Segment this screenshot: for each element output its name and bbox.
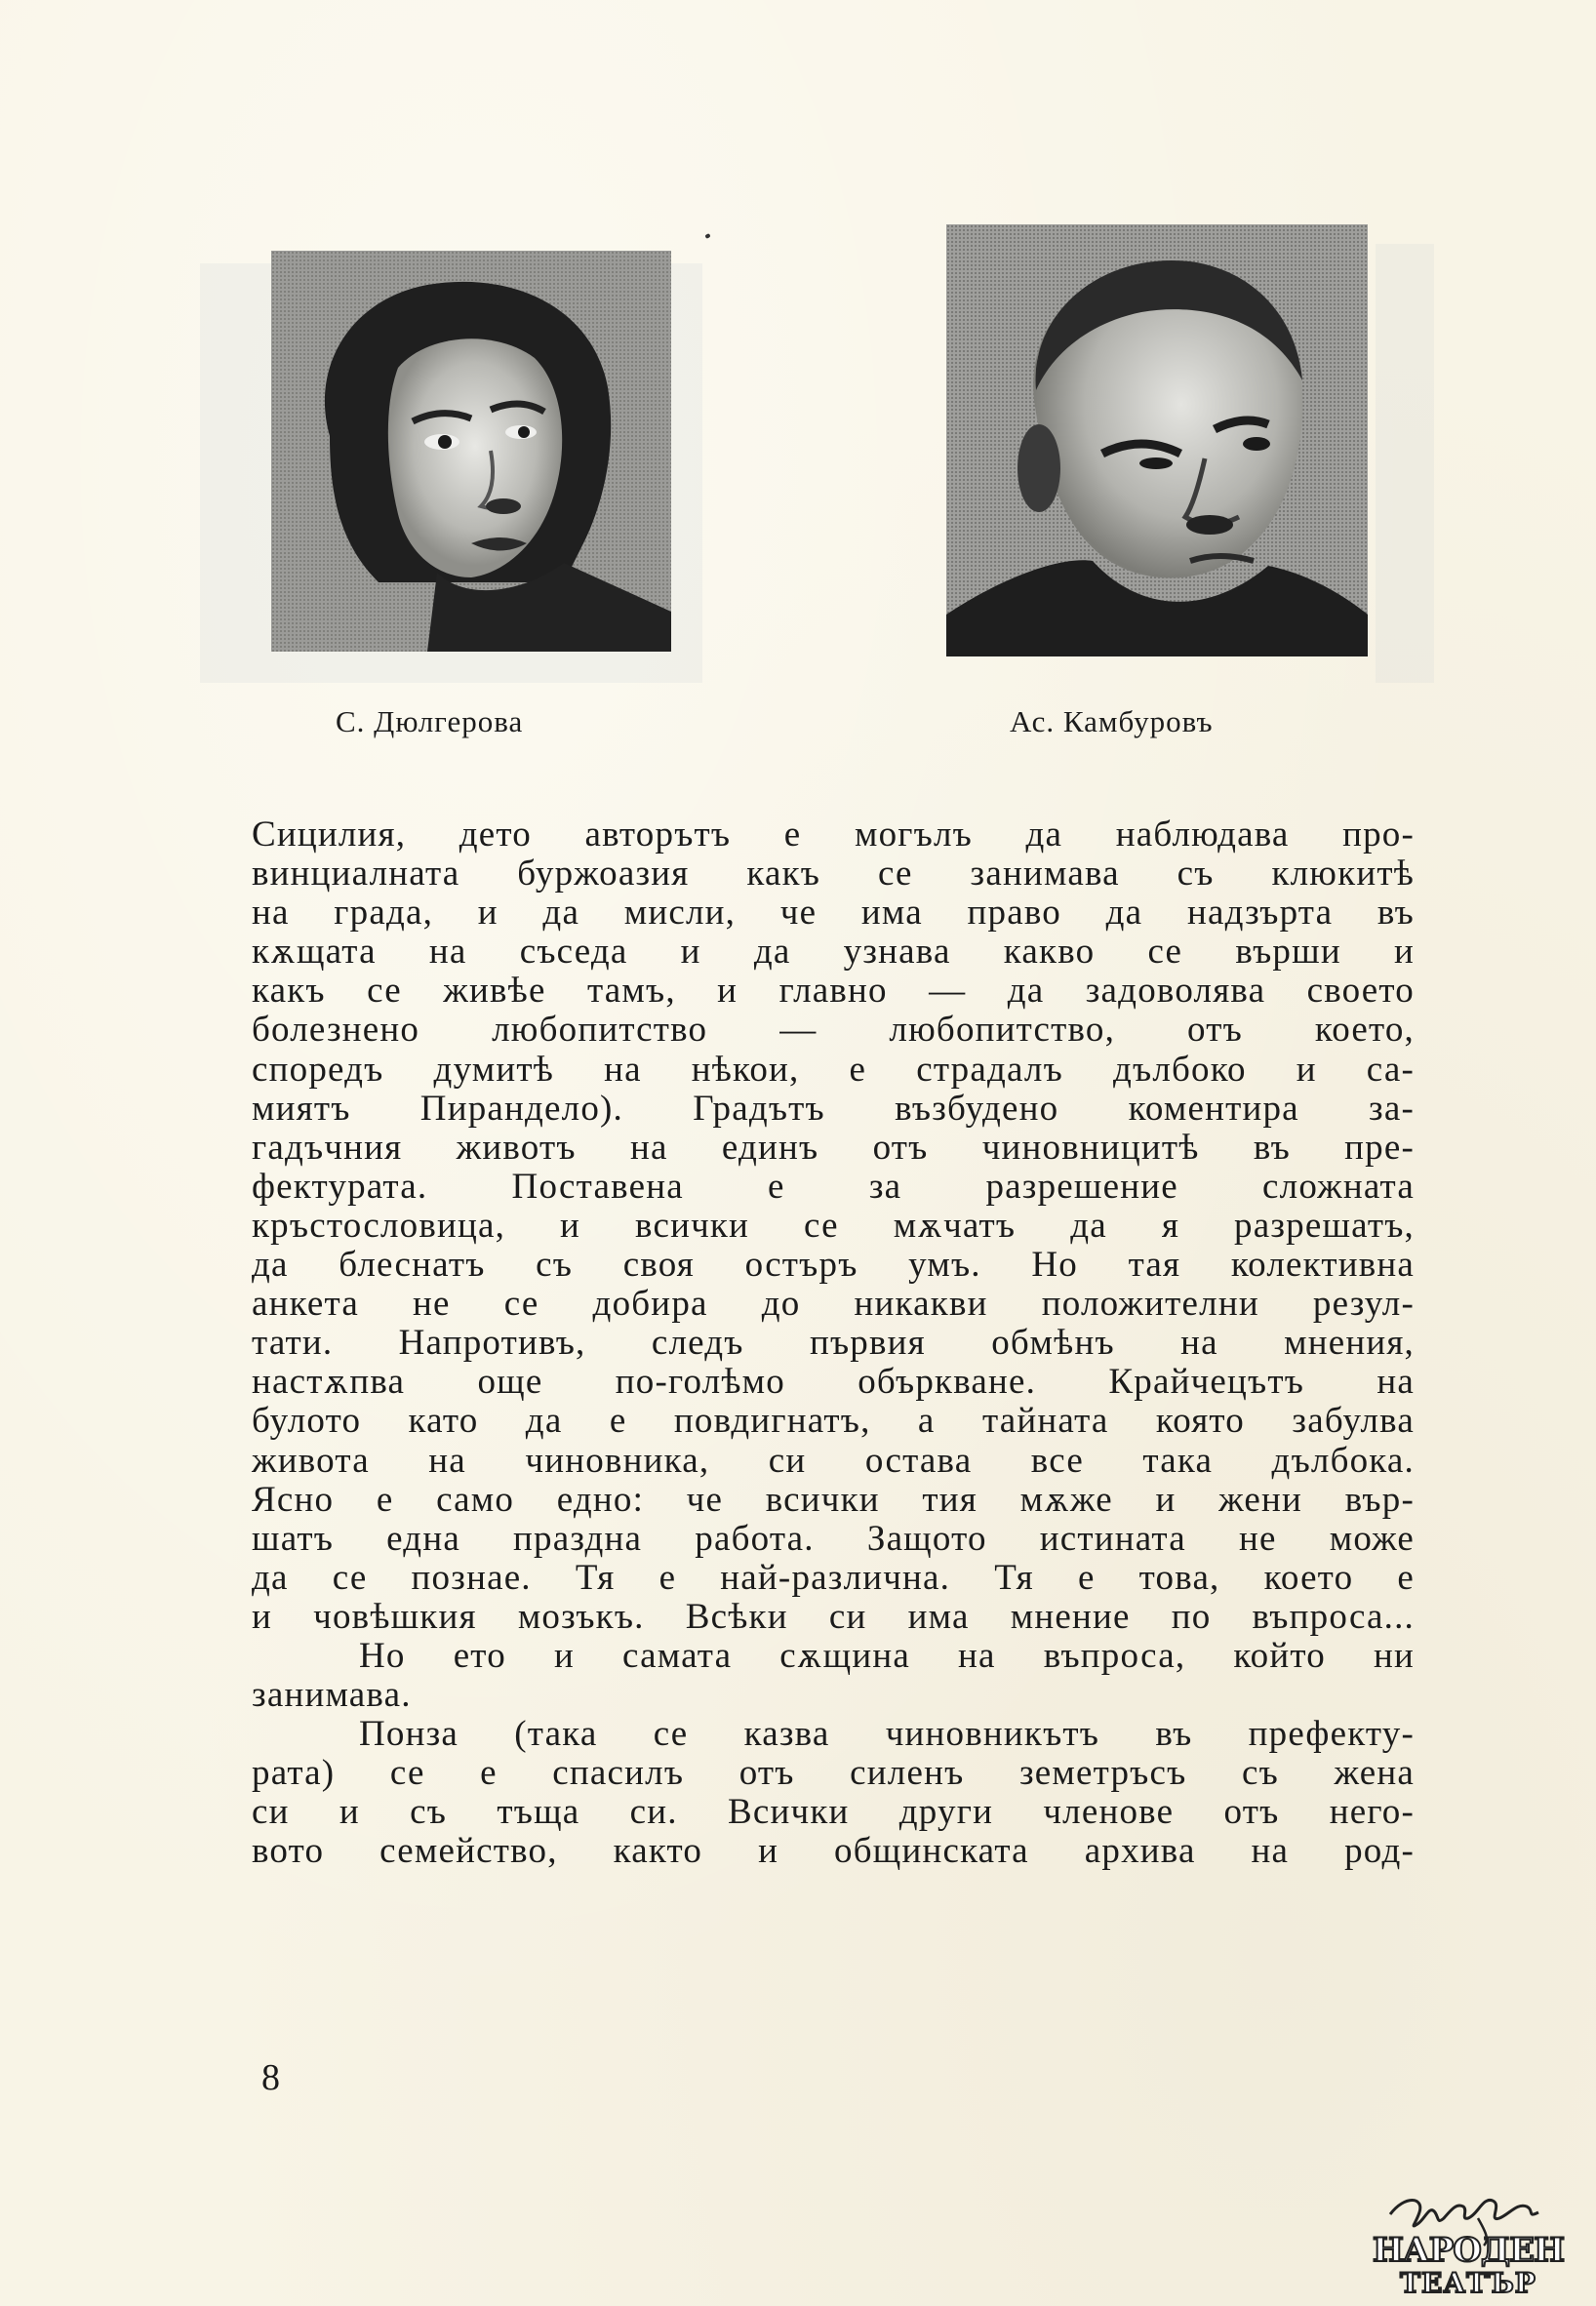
portrait-photo-dyulgerova <box>271 251 671 652</box>
national-theatre-logo-graphic <box>1371 2185 1566 2302</box>
portrait-photo-kamburov <box>946 224 1368 656</box>
text-line: на града, и да мисли, че има право да надзърта въ <box>252 893 1415 934</box>
text-line: миятъ Пирандело). Градътъ възбудено коментира за- <box>252 1088 1415 1129</box>
text-line: живота на чиновника, си остава все така дълбока. <box>252 1440 1415 1481</box>
text-line-paragraph-end: занимава. <box>252 1675 412 1716</box>
print-speck <box>704 233 710 239</box>
text-line: булото като да е повдигнатъ, а тайната която забулва <box>252 1401 1415 1442</box>
logo-line1: НАРОДЕН <box>1372 2231 1565 2270</box>
text-line: кѫщата на съседа и да узнава какво се върши и <box>252 932 1415 973</box>
text-line: кръстословица, и всички се мѫчатъ да я разрешатъ, <box>252 1205 1415 1246</box>
text-line: тати. Напротивъ, следъ първия обмѣнъ на мнения, <box>252 1323 1415 1364</box>
logo-line2: ТЕАТЪР <box>1400 2267 1536 2299</box>
text-line: винциалната буржоазия какъ се занимава съ клюкитѣ <box>252 854 1415 895</box>
text-line: да се познае. Тя е най-различна. Тя е това, което е <box>252 1557 1415 1598</box>
text-line: да блеснатъ съ своя остъръ умъ. Но тая колективна <box>252 1245 1415 1286</box>
bleed-through-shadow <box>1376 244 1434 683</box>
photo-caption-dyulgerova: С. Дюлгерова <box>336 704 524 738</box>
text-line: рата) се е спасилъ отъ силенъ земетръсъ съ жена <box>252 1753 1415 1794</box>
text-line: вото семейство, както и общинската архива на род- <box>252 1831 1415 1872</box>
photo-caption-kamburov: Ас. Камбуровъ <box>1010 704 1214 738</box>
text-line: настѫпва още по-голѣмо объркване. Крайчецътъ на <box>252 1362 1415 1403</box>
text-line: шатъ една празднa работа. Защото истината не може <box>252 1518 1415 1559</box>
text-line: си и съ тъща си. Всички други членове отъ него- <box>252 1792 1415 1833</box>
text-line: Сицилия, дето авторътъ е могълъ да наблюдава про- <box>252 815 1415 855</box>
text-line: гадъчния животъ на единъ отъ чиновницитѣ въ пре- <box>252 1127 1415 1168</box>
text-line: Ясно е само едно: че всички тия мѫже и жени вър- <box>252 1479 1415 1520</box>
text-line: какъ се живѣе тамъ, и главно — да задоволява своето <box>252 971 1415 1012</box>
text-line: споредъ думитѣ на нѣкои, е страдалъ дълбоко и са- <box>252 1049 1415 1090</box>
article-body <box>252 815 1415 1872</box>
page-number: 8 <box>261 2057 280 2098</box>
woman-portrait-image <box>271 251 671 652</box>
text-line: фектурата. Поставена е за разрешение сложната <box>252 1166 1415 1207</box>
text-line-paragraph-start: Понза (така се казва чиновникътъ въ префекту- <box>359 1714 1415 1755</box>
text-line: и човѣшкия мозъкъ. Всѣки си има мнение по въпроса... <box>252 1596 1415 1637</box>
text-line: болезнено любопитство — любопитство, отъ което, <box>252 1010 1415 1051</box>
text-line: анкета не се добира до никакви положителни резул- <box>252 1284 1415 1325</box>
national-theatre-logo <box>1371 2185 1566 2302</box>
man-portrait-image <box>946 224 1368 656</box>
text-line-paragraph-start: Но ето и самата сѫщина на въпроса, който ни <box>359 1635 1415 1676</box>
